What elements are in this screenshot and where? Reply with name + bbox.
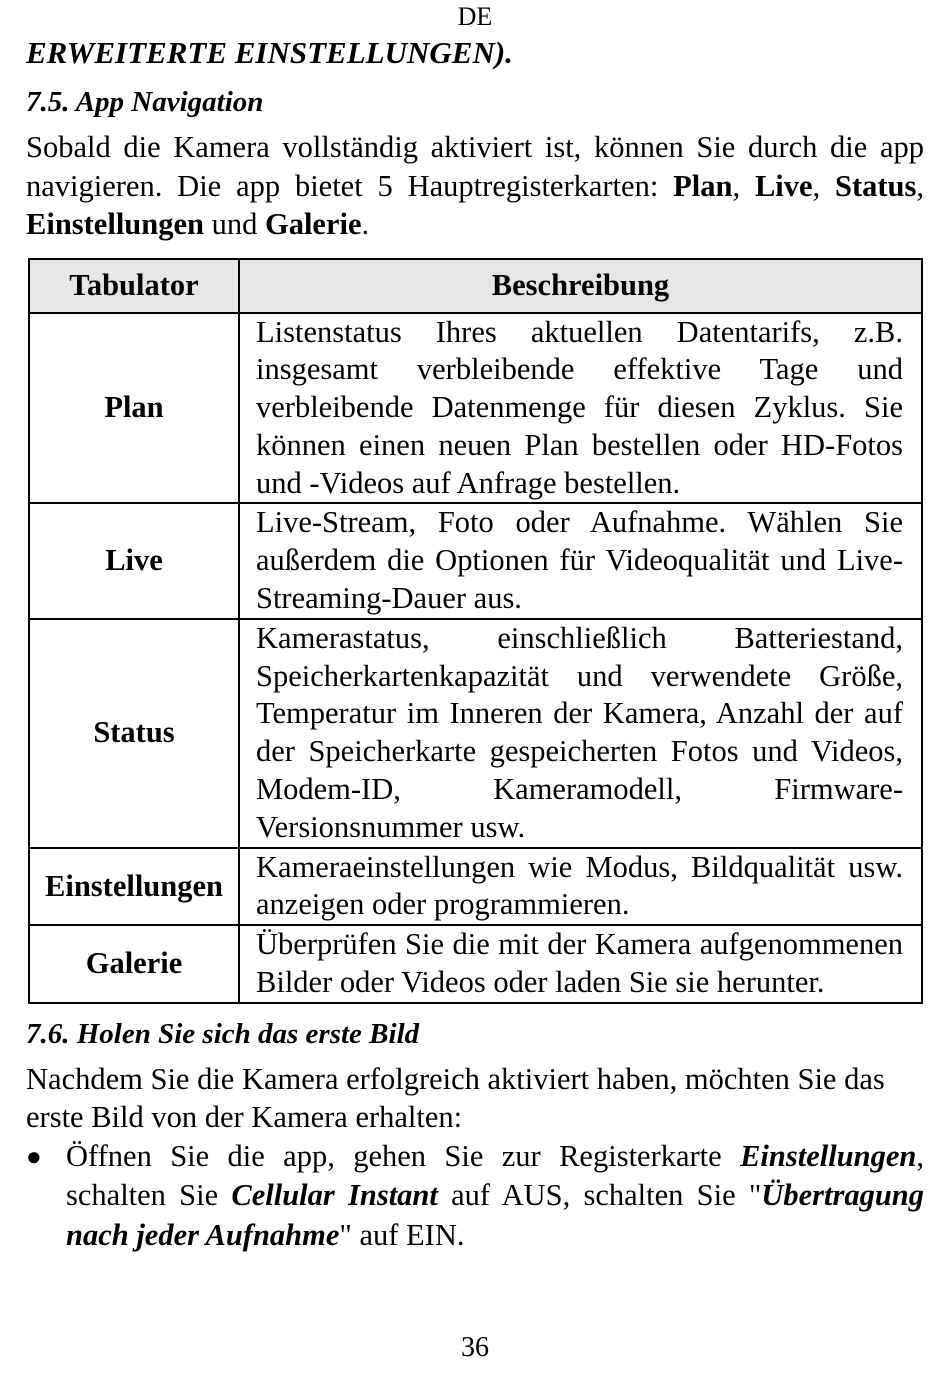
section-heading-7-5 [26, 84, 924, 120]
intro-text: und [203, 207, 265, 241]
section-number: 7.5. [26, 86, 70, 118]
tab-name-galerie: Galerie [264, 207, 362, 241]
table-row [29, 619, 922, 848]
instruction-text: Öffnen Sie die app, gehen Sie zur Registerkarte [66, 1138, 741, 1173]
instruction-text: auf AUS, schalten Sie " [437, 1178, 762, 1213]
table-cell-description: Überprüfen Sie die mit der Kamera aufgenommenen Bilder oder Videos oder laden Sie sie herunter. [239, 925, 922, 1003]
table-cell-tab: Status [29, 619, 239, 848]
intro-text: , [916, 168, 924, 203]
language-header: DE [457, 2, 493, 31]
instruction-text: , schalten Sie [66, 1138, 924, 1213]
intro-text: . [361, 207, 370, 241]
section-heading-7-6 [26, 1016, 924, 1052]
table-cell-tab: Galerie [29, 925, 239, 1003]
instruction-list [26, 1137, 924, 1256]
table-cell-description: Live-Stream, Foto oder Aufnahme. Wählen Sie außerdem die Optionen für Videoqualität und Live-Streaming-Dauer aus. [239, 503, 922, 618]
table-row [29, 313, 922, 504]
table-header-row [29, 259, 922, 313]
table-cell-description: Kamerastatus, einschließlich Batteriestand, Speicherkartenkapazität und verwendete Größe, Temperatur im Inneren der Kamera, Anzahl der auf der Speicherkarte gespeicherten Fotos und Videos, Modem-ID, Kameramodell, Firmware-Versionsnummer usw. [239, 619, 922, 848]
intro-text: Sobald die Kamera vollständig aktiviert ist, können Sie durch die app navigieren. Die app bietet 5 Hauptregisterkarten: [26, 130, 924, 203]
instruction-text: " auf EIN. [339, 1217, 465, 1252]
table-row [29, 925, 922, 1003]
column-header-description: Beschreibung [239, 259, 922, 313]
tab-name-status: Status [835, 168, 917, 203]
table-cell-tab: Live [29, 503, 239, 618]
section-title: App Navigation [75, 86, 264, 118]
table-cell-description: Kameraeinstellungen wie Modus, Bildqualität usw. anzeigen oder programmieren. [239, 848, 922, 926]
intro-text: , [812, 168, 836, 203]
intro-text: , [732, 168, 755, 203]
app-navigation-intro [26, 128, 924, 244]
continued-title: ERWEITERTE EINSTELLUNGEN). [26, 35, 513, 70]
table-cell-tab: Plan [29, 313, 239, 504]
cellular-instant-option: Cellular Instant [231, 1178, 438, 1213]
column-header-tab: Tabulator [29, 259, 239, 313]
section-title: Holen Sie sich das erste Bild [76, 1017, 420, 1050]
page-number: 36 [461, 1332, 489, 1363]
table-cell-description: Listenstatus Ihres aktuellen Datentarifs, z.B. insgesamt verbleibende effektive Tage und verbleibende Datenmenge für diesen Zyklus. Sie können einen neuen Plan bestellen oder HD-Fotos und -Videos auf Anfrage bestellen. [239, 313, 922, 504]
bullet-icon: ● [26, 1141, 42, 1171]
transfer-after-capture-option: Übertragung nach jeder Aufnahme [66, 1178, 924, 1252]
tab-name-einstellungen: Einstellungen [26, 207, 204, 241]
section-number: 7.6. [26, 1017, 70, 1050]
first-image-intro: Nachdem Sie die Kamera erfolgreich aktiviert haben, möchten Sie das erste Bild von der Kamera erhalten: [26, 1061, 885, 1135]
manual-page [26, 0, 924, 1255]
tab-description-table [28, 258, 923, 1004]
tab-name-plan: Plan [673, 168, 733, 203]
table-row [29, 503, 922, 618]
table-cell-tab: Einstellungen [29, 848, 239, 926]
list-item [26, 1137, 924, 1256]
tab-name-live: Live [754, 168, 813, 203]
table-row [29, 848, 922, 926]
settings-tab-name: Einstellungen [740, 1138, 917, 1173]
